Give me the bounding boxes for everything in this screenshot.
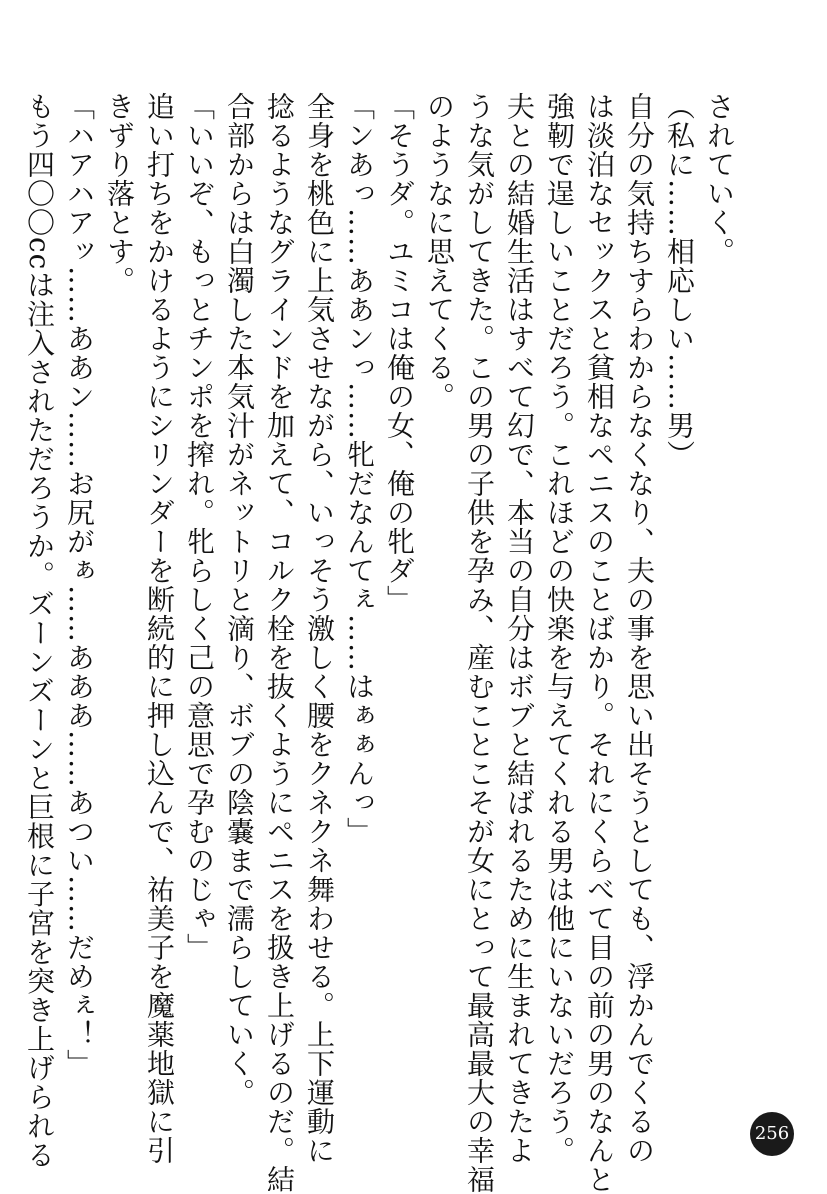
body-text [19, 92, 739, 1194]
text-line: うな気がしてきた。この男の子供を孕み、産むことこそが女にとって最高最大の幸福 [463, 92, 496, 1194]
text-line: 「いいぞ、もっとチンポを搾れ。牝らしく己の意思で孕むのじゃ」 [183, 92, 216, 962]
text-line: （私に……相応しい……男） [663, 92, 696, 469]
text-line: 「そうダ。ユミコは俺の女、俺の牝ダ」 [383, 92, 416, 614]
text-line: 自分の気持ちすらわからなくなり、夫の事を思い出そうとしても、浮かんでくるの [623, 92, 656, 1165]
text-line: もう四〇〇ccは注入されただろうか。ズーンズーンと巨根に子宮を突き上げられる [23, 92, 56, 1170]
text-line: 全身を桃色に上気させながら、いっそう激しく腰をクネクネ舞わせる。上下運動に [303, 92, 336, 1165]
text-line: きずり落とす。 [103, 92, 136, 295]
text-line: 「ハアハアッ……ああン……お尻がぁ……あああ……あつい……だめぇ！」 [63, 92, 96, 1078]
text-line: されていく。 [703, 92, 736, 266]
text-line: のようなに思えてくる。 [423, 92, 456, 411]
text-line: 捻るようなグラインドを加えて、コルク栓を抜くようにペニスを扱き上げるのだ。結 [263, 92, 296, 1194]
text-line: 強靭で逞しいことだろう。これほどの快楽を与えてくれる男は他にいないだろう。 [543, 92, 576, 1165]
text-line: 夫との結婚生活はすべて幻で、本当の自分はボブと結ばれるために生まれてきたよ [503, 92, 536, 1165]
page-number-badge: 256 [750, 1112, 794, 1156]
text-line: 合部からは白濁した本気汁がネットリと滴り、ボブの陰嚢まで濡らしていく。 [223, 92, 256, 1107]
text-line: は淡泊なセックスと貧相なペニスのことばかり。それにくらべて目の前の男のなんと [583, 92, 616, 1194]
text-line: 「ンあっ……ああンっ……牝だなんてぇ……はぁぁんっ」 [343, 92, 376, 846]
text-line: 追い打ちをかけるようにシリンダーを断続的に押し込んで、祐美子を魔薬地獄に引 [143, 92, 176, 1165]
